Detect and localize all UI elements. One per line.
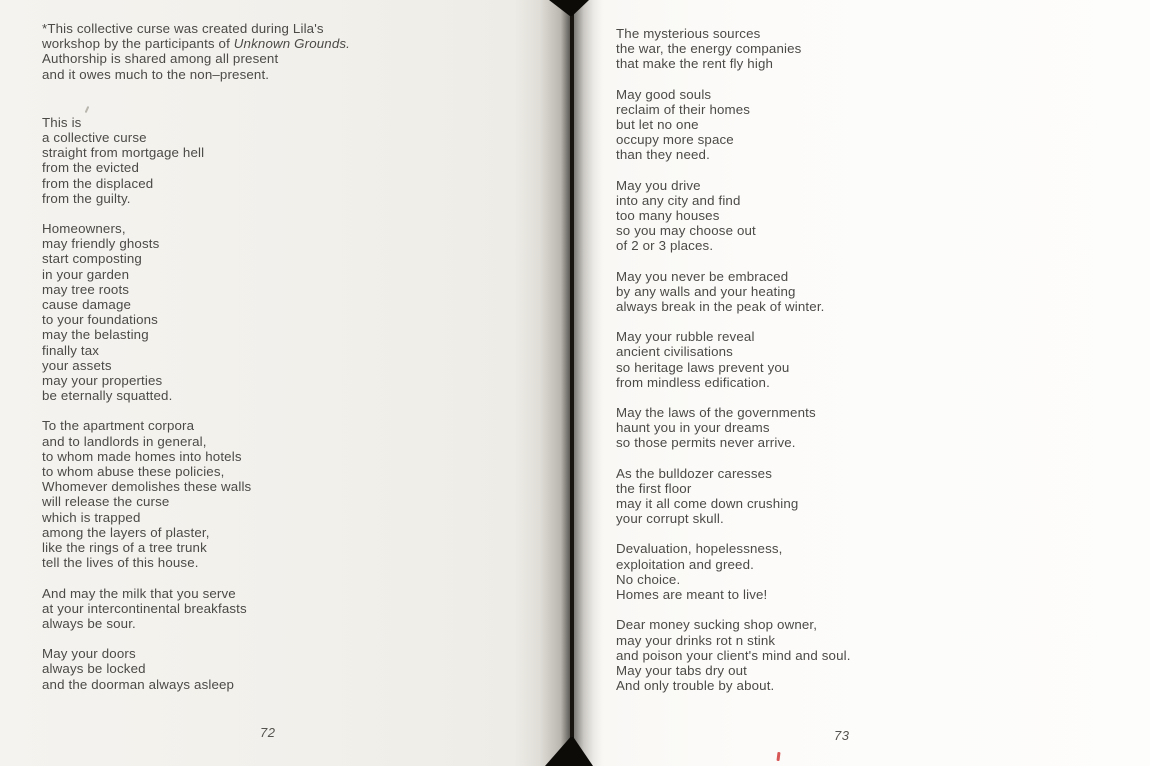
poem-line: so you may choose out bbox=[616, 223, 756, 239]
poem-line: that make the rent fly high bbox=[616, 56, 774, 72]
poem-stanza bbox=[616, 617, 851, 693]
poem-stanza bbox=[616, 405, 851, 451]
poem-line: will release the curse bbox=[42, 494, 170, 510]
poem-line: the first floor bbox=[616, 480, 692, 496]
poem-line: tell the lives of this house. bbox=[42, 555, 199, 571]
poem-line: ancient civilisations bbox=[616, 344, 733, 360]
poem-line: may it all come down crushing bbox=[616, 496, 799, 512]
poem-line: Devaluation, hopelessness, bbox=[616, 541, 783, 557]
left-stanzas bbox=[42, 115, 350, 692]
poem-line: As the bulldozer caresses bbox=[616, 465, 773, 481]
poem-line: No choice. bbox=[616, 571, 681, 587]
poem-line: too many houses bbox=[616, 208, 720, 224]
poem-line: haunt you in your dreams bbox=[616, 420, 770, 436]
poem-line: be eternally squatted. bbox=[42, 388, 173, 404]
poem-line: so heritage laws prevent you bbox=[616, 359, 790, 375]
spine-line bbox=[570, 0, 574, 766]
poem-line: to whom made homes into hotels bbox=[42, 448, 242, 464]
poem-line: *This collective curse was created during Lila's bbox=[42, 21, 324, 36]
poem-line: from the evicted bbox=[42, 160, 139, 176]
poem-line: May your rubble reveal bbox=[616, 329, 755, 345]
poem-line: Dear money sucking shop owner, bbox=[616, 617, 818, 633]
poem-stanza bbox=[42, 418, 350, 570]
poem-line: by any walls and your heating bbox=[616, 283, 796, 299]
poem-line: at your intercontinental breakfasts bbox=[42, 600, 247, 616]
poem-line: Homeowners, bbox=[42, 221, 126, 237]
poem-stanza bbox=[616, 269, 851, 315]
poem-line: Authorship is shared among all present bbox=[42, 51, 279, 67]
poem-line: among the layers of plaster, bbox=[42, 524, 210, 540]
poem-line: always be sour. bbox=[42, 615, 136, 631]
poem-stanza bbox=[42, 646, 350, 692]
left-page-poem bbox=[42, 21, 350, 707]
poem-line: the war, the energy companies bbox=[616, 41, 802, 57]
poem-line: This is bbox=[42, 114, 82, 130]
poem-stanza bbox=[616, 178, 851, 254]
poem-line: And only trouble by about. bbox=[616, 678, 775, 694]
poem-line: exploitation and greed. bbox=[616, 556, 754, 572]
poem-line: May good souls bbox=[616, 86, 712, 102]
poem-line: like the rings of a tree trunk bbox=[42, 540, 207, 556]
poem-line: from the guilty. bbox=[42, 190, 131, 206]
page-number-right: 73 bbox=[834, 728, 850, 743]
poem-line: workshop by the participants of Unknown Grounds. bbox=[42, 36, 351, 52]
poem-line: may your properties bbox=[42, 373, 163, 389]
poem-line: in your garden bbox=[42, 266, 130, 282]
poem-line: May you never be embraced bbox=[616, 268, 789, 284]
poem-line: always be locked bbox=[42, 661, 146, 677]
poem-line: to whom abuse these policies, bbox=[42, 464, 225, 480]
poem-line: a collective curse bbox=[42, 130, 147, 146]
poem-line: cause damage bbox=[42, 297, 132, 313]
poem-line: may your drinks rot n stink bbox=[616, 632, 776, 648]
poem-line: and to landlords in general, bbox=[42, 433, 207, 449]
poem-line: your corrupt skull. bbox=[616, 511, 724, 527]
poem-line: from mindless edification. bbox=[616, 374, 770, 390]
poem-line: and the doorman always asleep bbox=[42, 676, 235, 692]
poem-stanza bbox=[616, 26, 851, 72]
poem-line: finally tax bbox=[42, 342, 100, 358]
poem-stanza bbox=[616, 329, 851, 390]
poem-line: Whomever demolishes these walls bbox=[42, 479, 252, 495]
poem-line: To the apartment corpora bbox=[42, 418, 195, 434]
poem-line: may tree roots bbox=[42, 281, 130, 297]
poem-line: so those permits never arrive. bbox=[616, 435, 796, 451]
poem-line: May your doors bbox=[42, 646, 136, 662]
poem-line: Homes are meant to live! bbox=[616, 587, 768, 603]
poem-line: than they need. bbox=[616, 147, 710, 163]
poem-stanza bbox=[616, 541, 851, 602]
poem-line: your assets bbox=[42, 357, 112, 373]
poem-line: which is trapped bbox=[42, 509, 141, 525]
poem-line: May you drive bbox=[616, 177, 701, 193]
poem-line: The mysterious sources bbox=[616, 26, 761, 41]
right-page-poem bbox=[616, 26, 851, 708]
right-stanzas bbox=[616, 26, 851, 693]
poem-stanza bbox=[42, 115, 350, 206]
poem-line: of 2 or 3 places. bbox=[616, 238, 714, 254]
poem-line: May your tabs dry out bbox=[616, 662, 748, 678]
poem-line: start composting bbox=[42, 251, 142, 267]
poem-line: may friendly ghosts bbox=[42, 236, 160, 252]
poem-stanza bbox=[42, 586, 350, 632]
poem-line: but let no one bbox=[616, 117, 699, 133]
poem-line: May the laws of the governments bbox=[616, 405, 816, 421]
poem-line: straight from mortgage hell bbox=[42, 145, 205, 161]
poem-line: and poison your client's mind and soul. bbox=[616, 647, 851, 663]
poem-stanza bbox=[616, 466, 851, 527]
poem-line: reclaim of their homes bbox=[616, 101, 751, 117]
poem-line: occupy more space bbox=[616, 132, 734, 148]
page-number-left: 72 bbox=[260, 725, 276, 740]
poem-line: from the displaced bbox=[42, 175, 154, 191]
poem-stanza bbox=[616, 87, 851, 163]
poem-line: to your foundations bbox=[42, 312, 158, 328]
poem-line: into any city and find bbox=[616, 192, 741, 208]
footnote bbox=[42, 21, 350, 82]
poem-line: always break in the peak of winter. bbox=[616, 299, 825, 315]
poem-line: may the belasting bbox=[42, 327, 149, 343]
poem-stanza bbox=[42, 221, 350, 403]
poem-line: and it owes much to the non–present. bbox=[42, 66, 270, 82]
poem-line: And may the milk that you serve bbox=[42, 585, 236, 601]
